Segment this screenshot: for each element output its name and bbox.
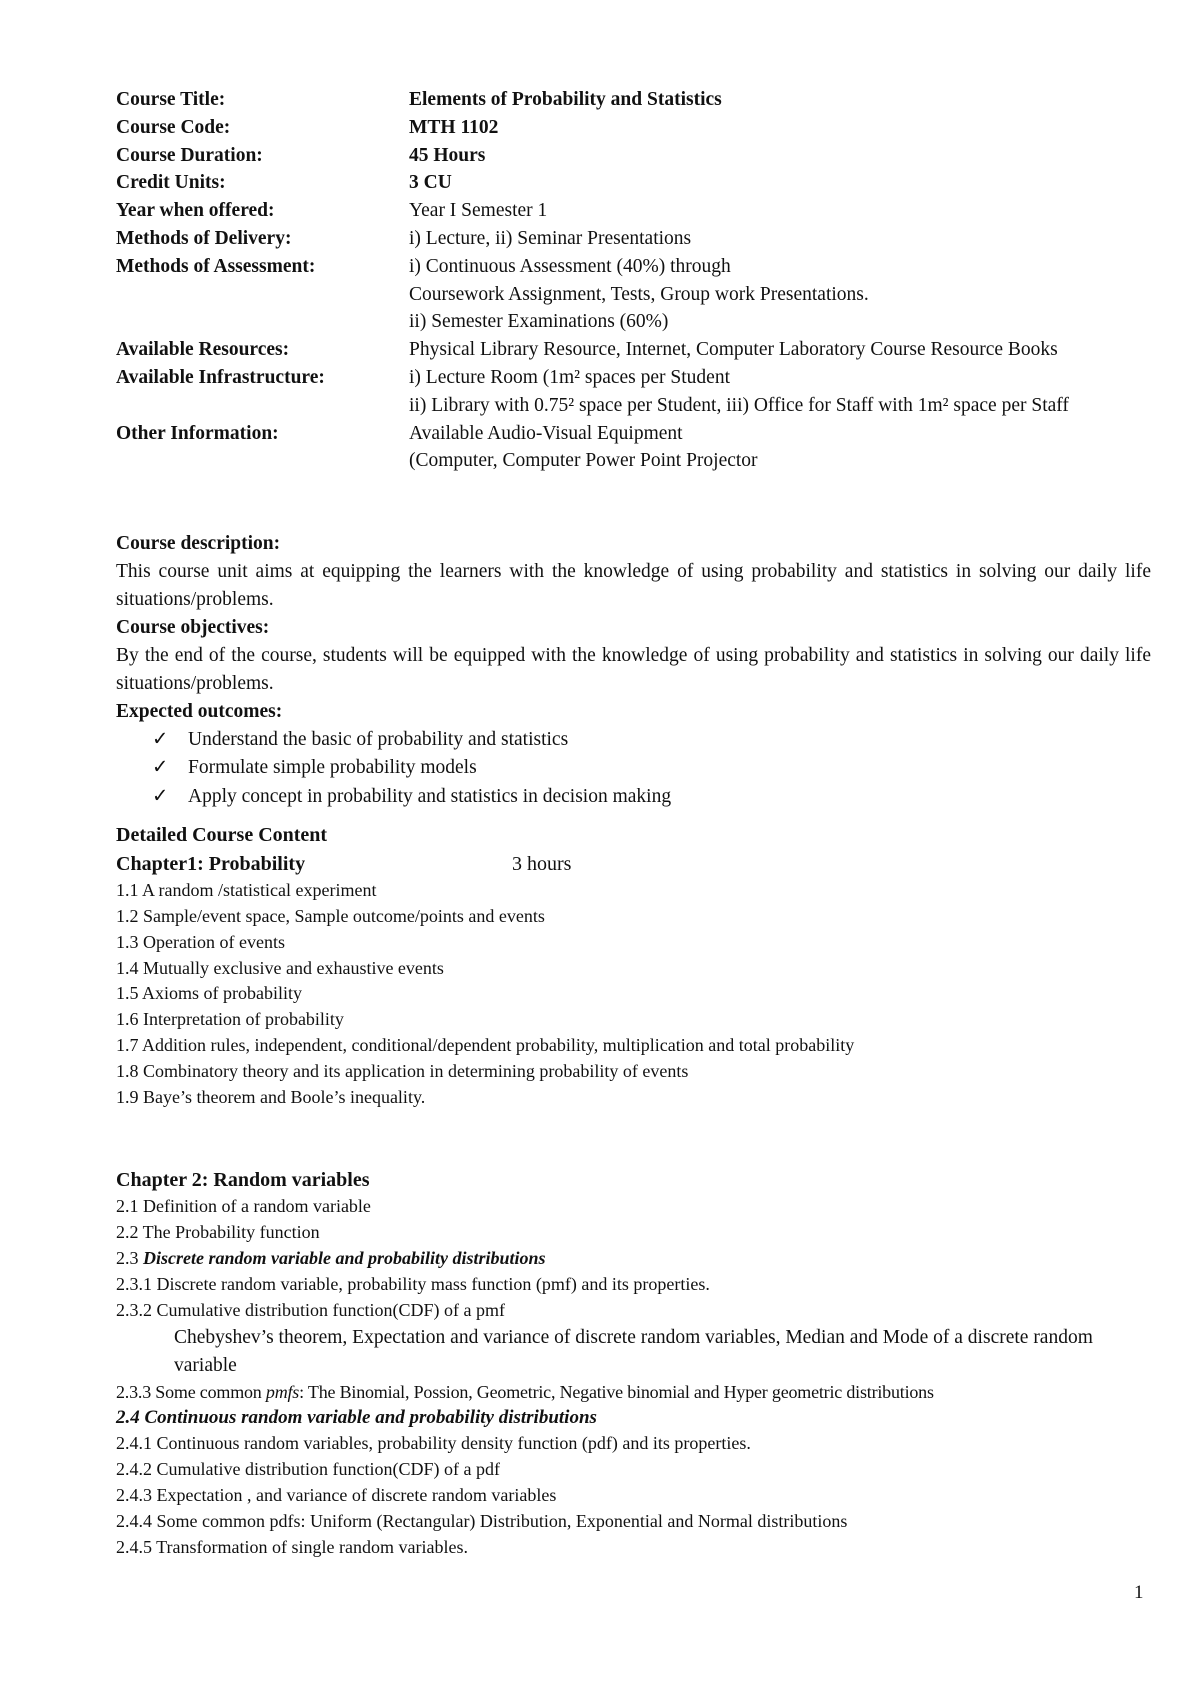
course-objectives-text: By the end of the course, students will be equipped with the knowledge of using probability and statistics in solving our daily life situations/problems. — [116, 644, 1151, 694]
info-value-line: i) Lecture Room (1m² spaces per Student — [409, 366, 731, 388]
info-row-methods-assessment — [116, 253, 1151, 336]
info-value: Physical Library Resource, Internet, Computer Laboratory Course Resource Books — [409, 339, 1058, 361]
info-label: Year when offered: — [116, 200, 275, 222]
info-label: Course Code: — [116, 116, 231, 138]
list-item — [152, 754, 1151, 783]
chapter1-item: 1.7 Addition rules, independent, conditional/dependent probability, multiplication and total probability — [116, 1035, 855, 1056]
info-value: MTH 1102 — [409, 116, 499, 138]
course-info-table — [116, 86, 1151, 475]
chapter2-item — [116, 1380, 1151, 1406]
expected-outcomes-title: Expected outcomes: — [116, 701, 283, 722]
chapter2-item — [116, 1246, 1151, 1272]
info-row-course-code — [116, 114, 1151, 142]
checkmark-icon: ✓ — [152, 728, 169, 750]
info-value: 45 Hours — [409, 144, 486, 166]
outcome-text: Apply concept in probability and statistics in decision making — [188, 785, 672, 807]
info-value — [409, 420, 1151, 476]
chapter2-item: 2.4.2 Cumulative distribution function(CDF) of a pdf — [116, 1459, 500, 1480]
chapter2-item: Chebyshev’s theorem, Expectation and variance of discrete random variables, Median and Mode of a discrete random variable — [174, 1326, 1093, 1376]
info-value-line: ii) Library with 0.75² space per Student, iii) Office for Staff with 1m² space per Staff — [409, 394, 1069, 416]
chapter1-item: 1.4 Mutually exclusive and exhaustive events — [116, 957, 444, 978]
info-value-line: Coursework Assignment, Tests, Group work Presentations. — [409, 283, 869, 305]
info-row-course-title — [116, 86, 1151, 114]
chapter2-item: 2.4.4 Some common pdfs: Uniform (Rectangular) Distribution, Exponential and Normal distributions — [116, 1511, 848, 1532]
chapter2-item: 2.4.5 Transformation of single random variables. — [116, 1536, 468, 1557]
item-subheading: Discrete random variable and probability distributions — [143, 1247, 546, 1268]
chapter1-item: 1.5 Axioms of probability — [116, 983, 302, 1004]
item-pmfs: pmfs — [265, 1381, 300, 1402]
info-value-line: Available Audio-Visual Equipment — [409, 422, 683, 444]
info-label: Other Information: — [116, 422, 279, 444]
info-label: Course Title: — [116, 89, 226, 110]
list-item — [152, 783, 1151, 812]
chapter2-item: 2.3.2 Cumulative distribution function(CDF) of a pmf — [116, 1299, 505, 1320]
chapter2-item: 2.2 The Probability function — [116, 1221, 320, 1242]
info-value-line: ii) Semester Examinations (60%) — [409, 311, 669, 333]
outcome-text: Formulate simple probability models — [188, 757, 477, 779]
outcome-text: Understand the basic of probability and statistics — [188, 728, 569, 750]
course-description-section — [116, 530, 1151, 613]
chapter2-title: Chapter 2: Random variables — [116, 1169, 370, 1191]
course-description-title: Course description: — [116, 533, 281, 554]
outcomes-list — [116, 726, 1151, 812]
info-value-line: i) Continuous Assessment (40%) through — [409, 255, 731, 277]
item-prefix: 2.3.3 Some common — [116, 1381, 266, 1402]
info-label: Available Resources: — [116, 339, 290, 361]
info-value — [409, 364, 1151, 420]
checkmark-icon: ✓ — [152, 757, 169, 779]
chapter1-item: 1.3 Operation of events — [116, 931, 285, 952]
chapter1-title — [116, 850, 1151, 878]
chapter2-subheading: 2.4 Continuous random variable and probability distributions — [116, 1407, 597, 1429]
expected-outcomes-section — [116, 698, 1151, 811]
chapter2-item: 2.4.3 Expectation , and variance of discrete random variables — [116, 1485, 557, 1506]
chapter1-item: 1.8 Combinatory theory and its application in determining probability of events — [116, 1061, 689, 1082]
checkmark-icon: ✓ — [152, 785, 169, 807]
info-value: Elements of Probability and Statistics — [409, 89, 722, 110]
info-label: Methods of Delivery: — [116, 227, 292, 249]
info-value: i) Lecture, ii) Seminar Presentations — [409, 227, 692, 249]
chapter1-hours: 3 hours — [512, 852, 572, 875]
info-row-other-information — [116, 420, 1151, 476]
item-suffix: : The Binomial, Possion, Geometric, Negative binomial and Hyper geometric distributions — [299, 1381, 934, 1402]
info-label: Methods of Assessment: — [116, 255, 316, 277]
chapter2-item: 2.3.1 Discrete random variable, probability mass function (pmf) and its properties. — [116, 1273, 710, 1294]
chapter1-item: 1.9 Baye’s theorem and Boole’s inequality. — [116, 1087, 426, 1108]
course-description-text: This course unit aims at equipping the learners with the knowledge of using probability and statistics in solving our daily life situations/problems. — [116, 560, 1151, 610]
info-row-credit-units — [116, 169, 1151, 197]
info-label: Credit Units: — [116, 172, 226, 194]
info-value — [409, 253, 1151, 336]
info-row-resources — [116, 336, 1151, 364]
info-row-infrastructure — [116, 364, 1151, 420]
course-objectives-section — [116, 614, 1151, 697]
chapter1-item: 1.2 Sample/event space, Sample outcome/points and events — [116, 905, 545, 926]
course-objectives-title: Course objectives: — [116, 617, 270, 638]
info-label: Course Duration: — [116, 144, 263, 166]
info-value-line: (Computer, Computer Power Point Projector — [409, 450, 758, 472]
chapter1-item: 1.6 Interpretation of probability — [116, 1009, 344, 1030]
info-label: Available Infrastructure: — [116, 366, 325, 388]
page-number: 1 — [1134, 1582, 1144, 1603]
chapter2-section — [116, 1166, 1151, 1561]
chapter2-item: 2.1 Definition of a random variable — [116, 1196, 371, 1216]
chapter2-item: 2.4.1 Continuous random variables, probability density function (pdf) and its properties. — [116, 1433, 751, 1454]
chapter1-title-text: Chapter1: Probability — [116, 852, 306, 875]
list-item — [152, 726, 1151, 755]
info-value: Year I Semester 1 — [409, 200, 548, 222]
item-number: 2.3 — [116, 1247, 143, 1268]
info-row-course-duration — [116, 142, 1151, 170]
chapter1-item: 1.1 A random /statistical experiment — [116, 879, 377, 900]
info-row-year-offered — [116, 197, 1151, 225]
chapter1-section — [116, 822, 1151, 1111]
detailed-content-title: Detailed Course Content — [116, 824, 328, 846]
info-row-methods-delivery — [116, 225, 1151, 253]
info-value: 3 CU — [409, 172, 452, 194]
